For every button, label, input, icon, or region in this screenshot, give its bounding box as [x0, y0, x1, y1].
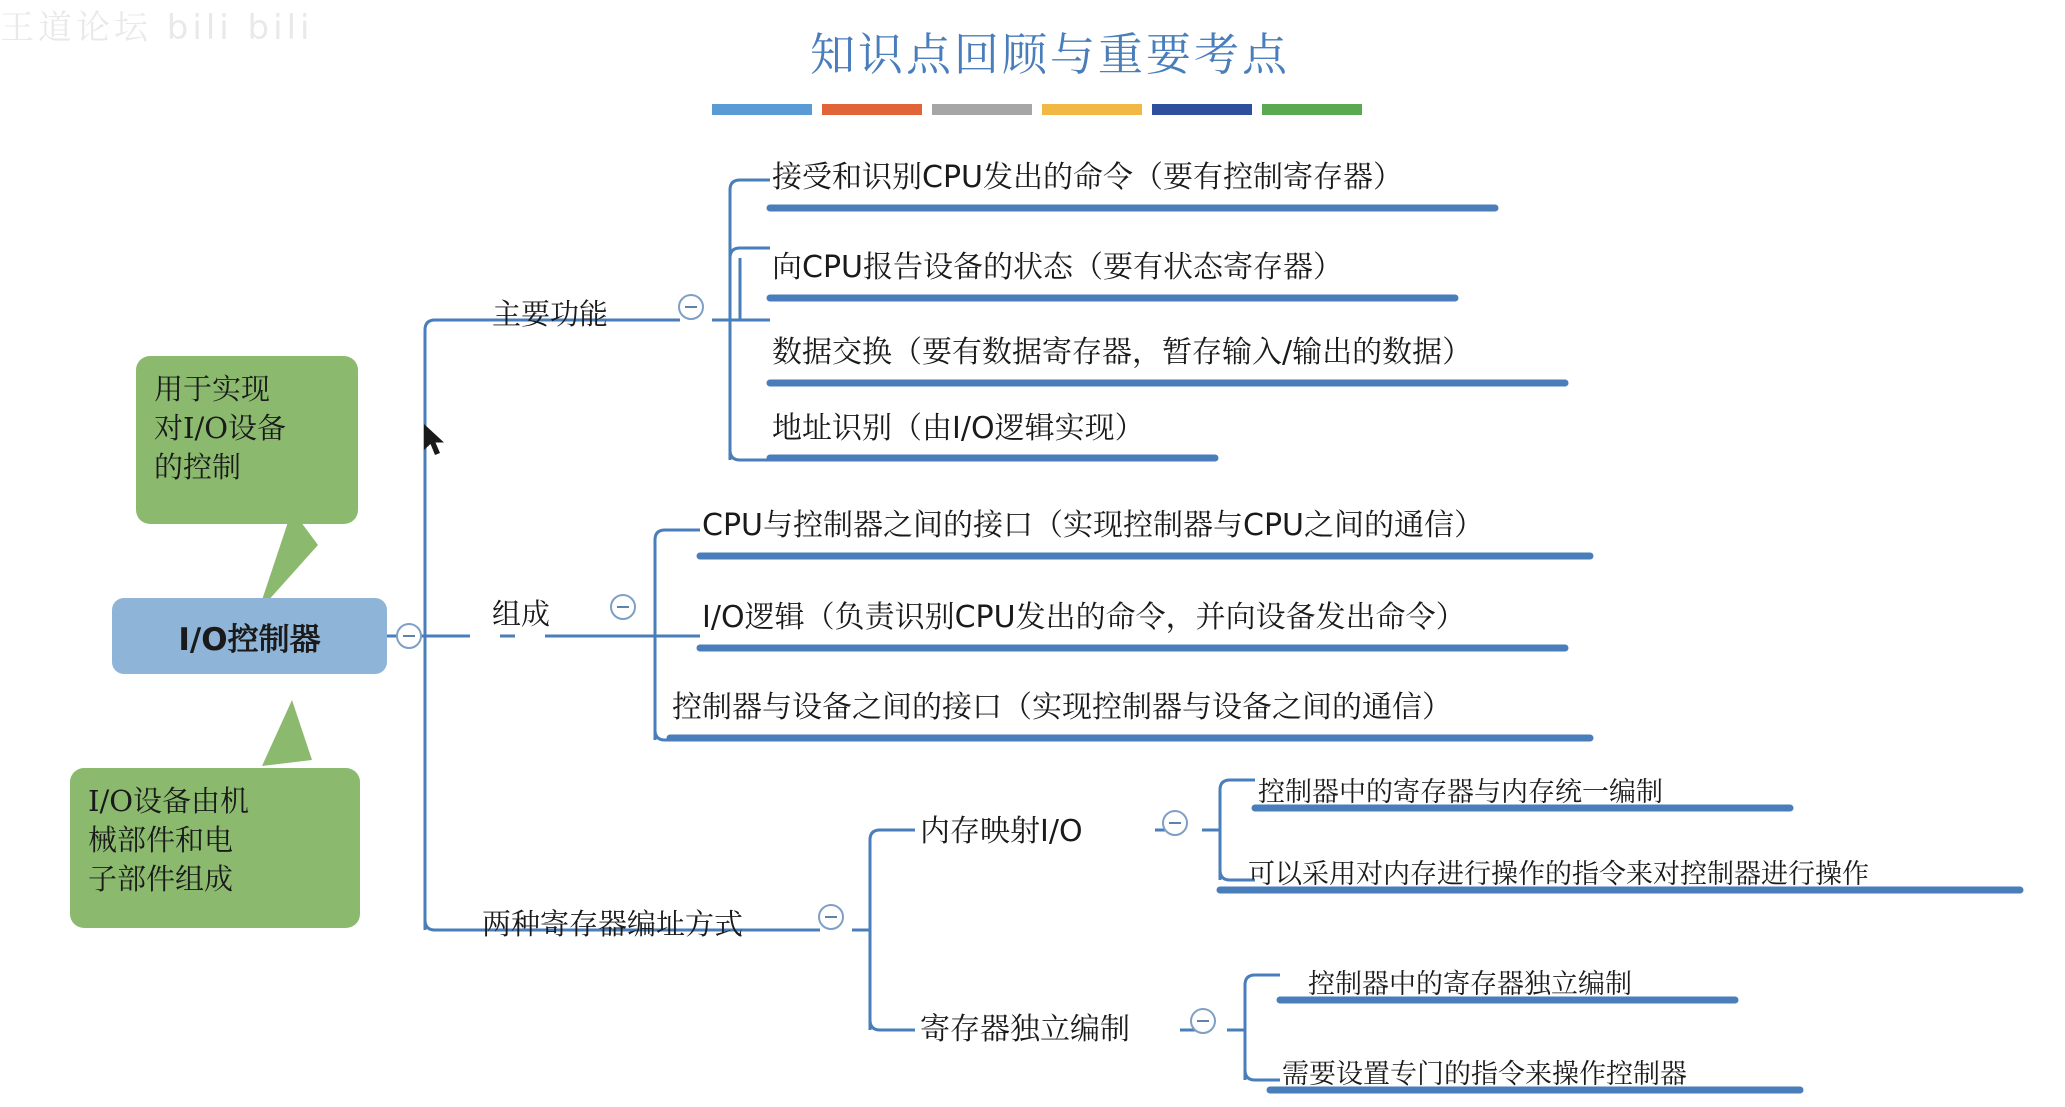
leaf-special-instructions-needed[interactable]: 需要设置专门的指令来操作控制器: [1282, 1059, 1687, 1090]
leaf-address-recognition[interactable]: 地址识别（由I/O逻辑实现）: [772, 411, 1145, 446]
branch-label-main-functions[interactable]: 主要功能: [492, 297, 609, 331]
collapse-toggle-independent-addressing[interactable]: [1190, 1008, 1216, 1034]
callout-top-line-1: 用于实现: [154, 372, 271, 406]
leaf-accept-identify-cpu-command[interactable]: 接受和识别CPU发出的命令（要有控制寄存器）: [772, 160, 1403, 195]
leaf-data-exchange[interactable]: 数据交换（要有数据寄存器，暂存输入/输出的数据）: [772, 335, 1473, 370]
callout-bottom-line-2: 械部件和电: [88, 822, 234, 857]
leaf-report-device-status[interactable]: 向CPU报告设备的状态（要有状态寄存器）: [772, 250, 1343, 285]
subbranch-label-memory-mapped-io[interactable]: 内存映射I/O: [920, 814, 1083, 849]
subbranch-label-independent-addressing[interactable]: 寄存器独立编制: [920, 1012, 1130, 1047]
leaf-cpu-controller-interface[interactable]: CPU与控制器之间的接口（实现控制器与CPU之间的通信）: [702, 508, 1484, 543]
callout-bottom-line-1: I/O设备由机: [88, 784, 250, 818]
root-collapse-toggle[interactable]: [396, 623, 422, 649]
leaf-independent-register-addressing[interactable]: 控制器中的寄存器独立编制: [1308, 969, 1632, 1000]
collapse-toggle-memory-mapped-io[interactable]: [1162, 810, 1188, 836]
leaf-unified-addressing[interactable]: 控制器中的寄存器与内存统一编制: [1258, 777, 1663, 808]
branch-label-register-addressing[interactable]: 两种寄存器编址方式: [482, 907, 744, 941]
watermark: 王道论坛 bili bili: [0, 8, 314, 48]
callout-top-line-2: 对I/O设备: [154, 410, 287, 445]
collapse-toggle-register-addressing[interactable]: [818, 904, 844, 930]
title-underline-bars: [712, 104, 1362, 115]
branch-label-composition[interactable]: 组成: [492, 597, 551, 631]
root-node[interactable]: I/O控制器: [112, 598, 387, 674]
callout-top-line-3: 的控制: [154, 449, 242, 484]
page-title: 知识点回顾与重要考点: [809, 28, 1290, 81]
leaf-memory-instructions-operate-controller[interactable]: 可以采用对内存进行操作的指令来对控制器进行操作: [1248, 859, 1869, 890]
collapse-toggle-composition[interactable]: [610, 594, 636, 620]
collapse-toggle-main-functions[interactable]: [678, 294, 704, 320]
leaf-controller-device-interface[interactable]: 控制器与设备之间的接口（实现控制器与设备之间的通信）: [672, 690, 1452, 725]
callout-bottom: [70, 768, 360, 928]
leaf-io-logic[interactable]: I/O逻辑（负责识别CPU发出的命令，并向设备发出命令）: [702, 600, 1466, 635]
callout-top: [136, 356, 358, 524]
callout-bottom-line-3: 子部件组成: [88, 861, 234, 896]
